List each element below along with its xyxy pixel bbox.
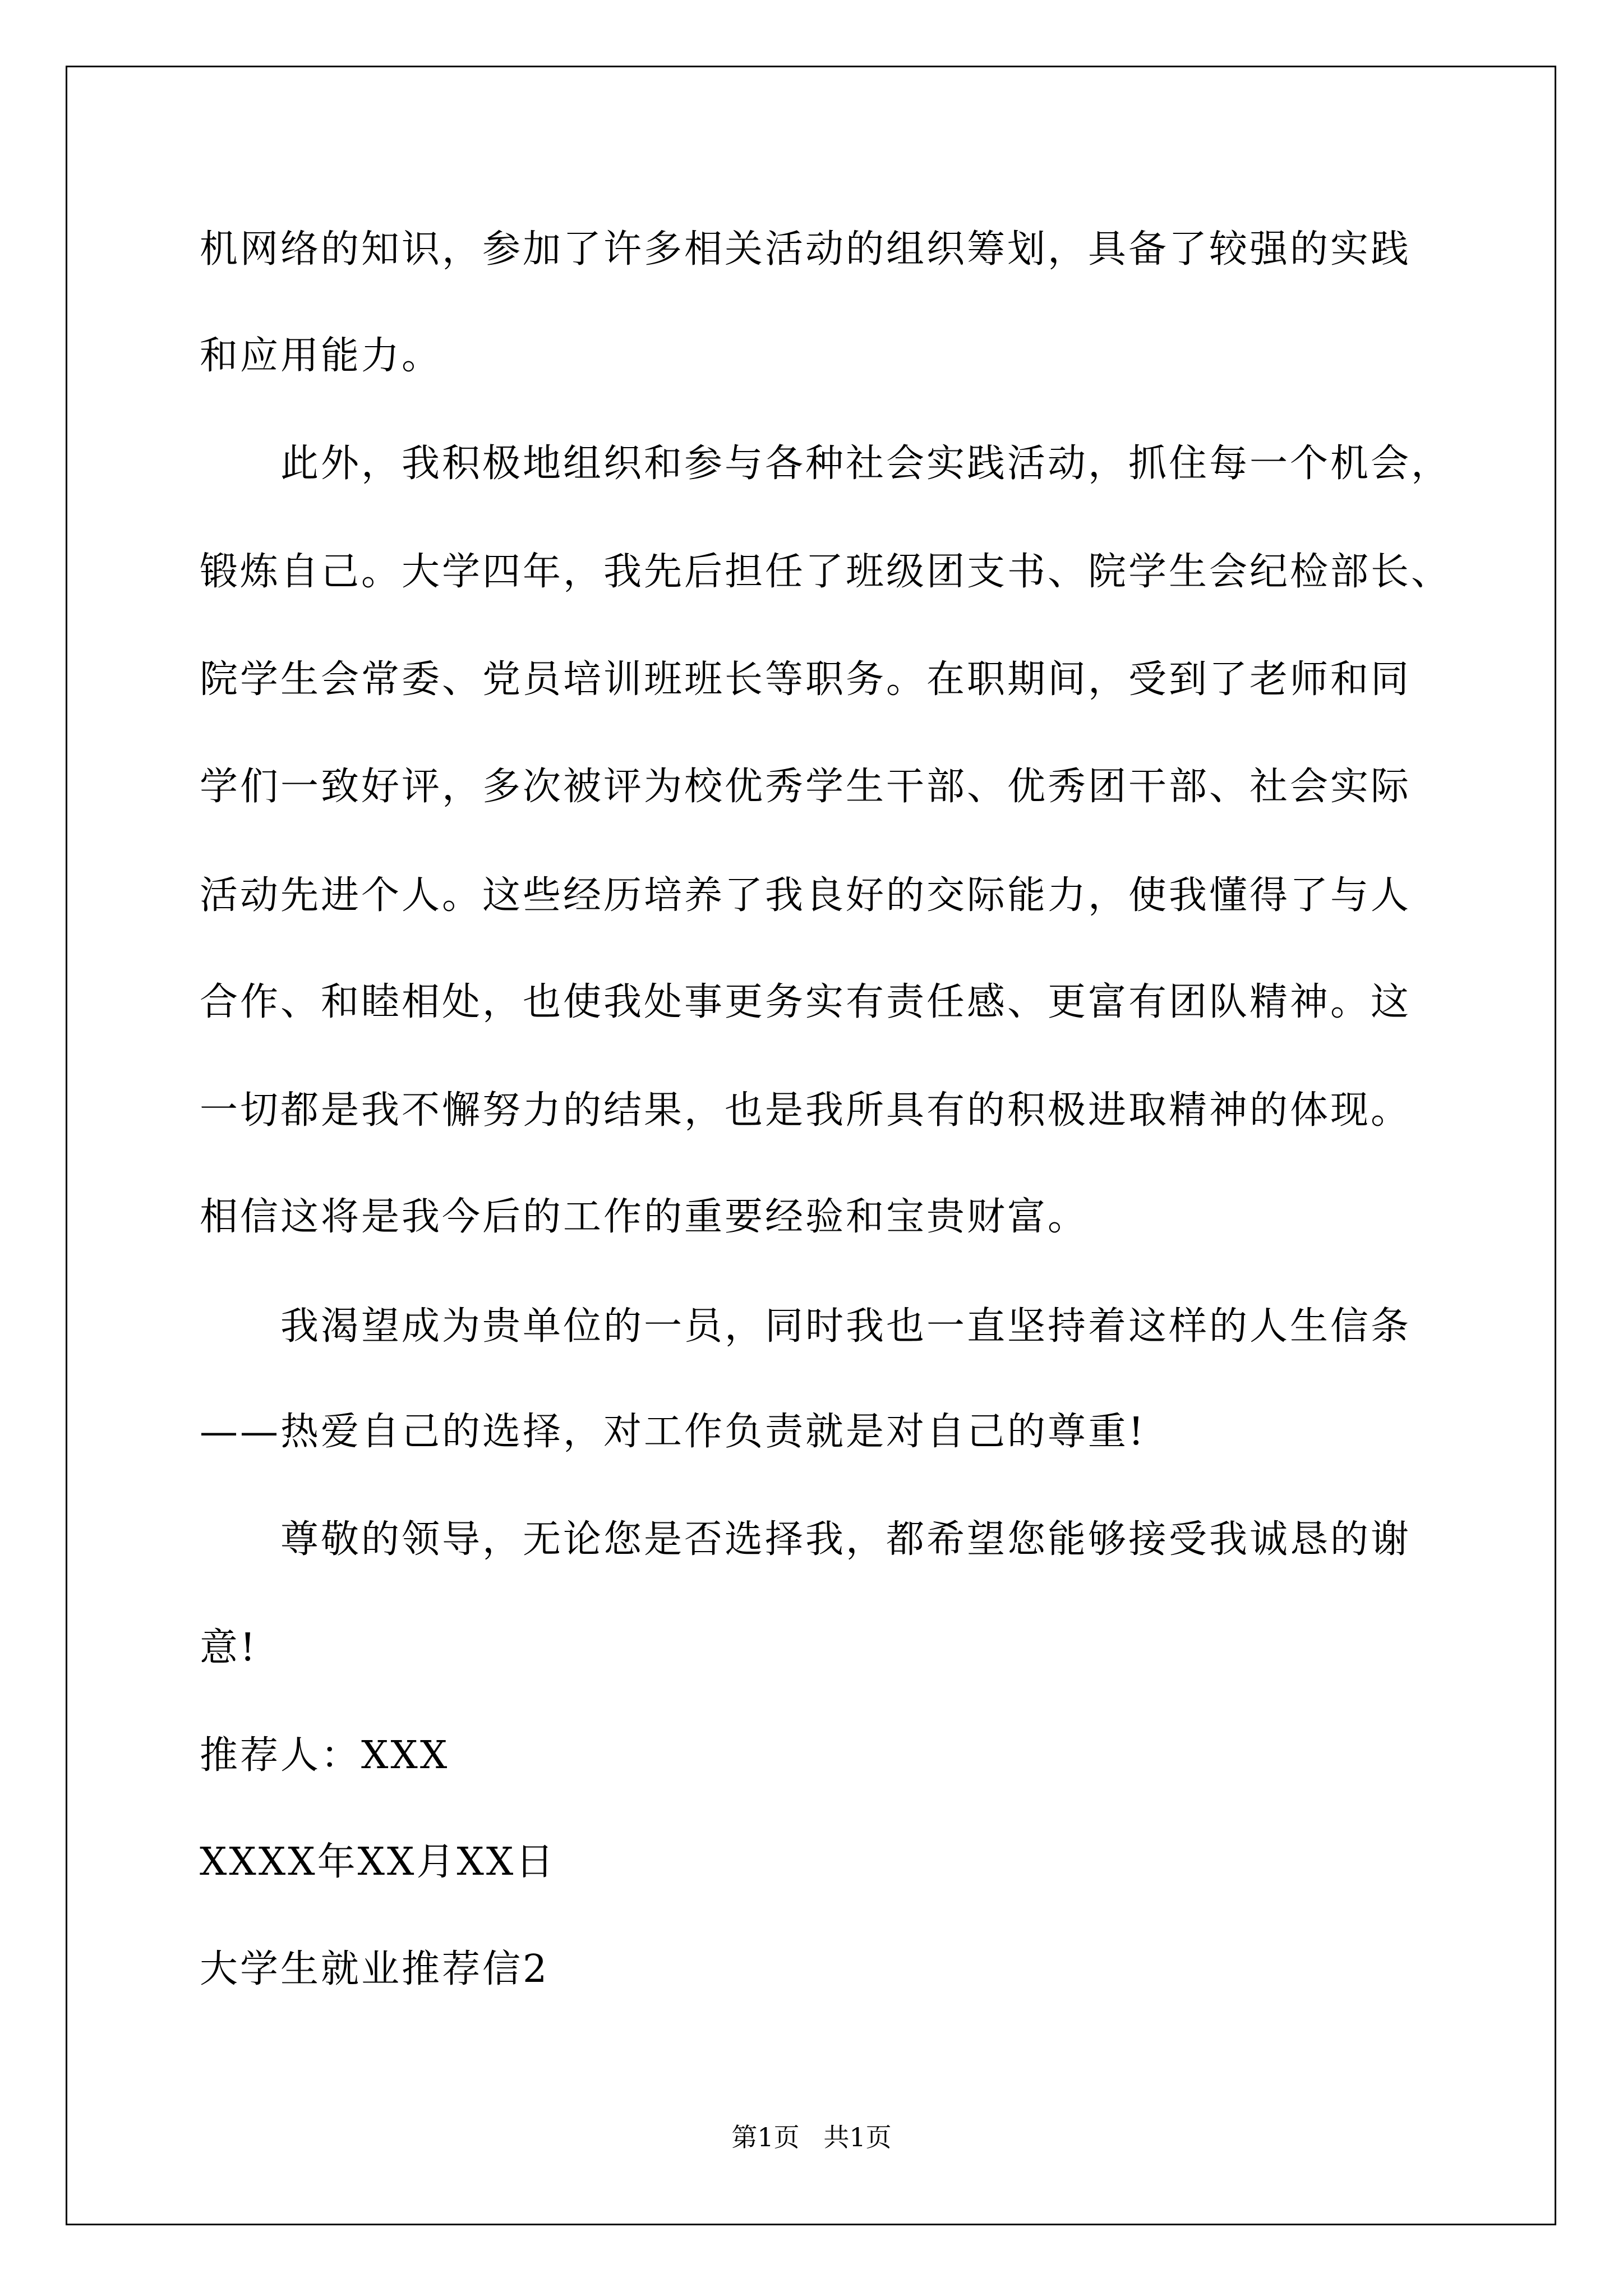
body-line-8: 合作、和睦相处，也使我处事更务实有责任感、更富有团队精神。这 <box>200 980 1412 1024</box>
next-letter-title: 大学生就业推荐信2 <box>200 1947 550 1991</box>
body-line-14: 意! <box>200 1626 258 1670</box>
paragraph-line-13: 尊敬的领导，无论您是否选择我，都希望您能够接受我诚恳的谢 <box>280 1517 1412 1562</box>
paragraph-line-3: 此外，我积极地组织和参与各种社会实践活动，抓住每一个机会， <box>280 441 1452 486</box>
paragraph-line-11: 我渴望成为贵单位的一员，同时我也一直坚持着这样的人生信条 <box>280 1304 1412 1349</box>
body-line-12: ——热爱自己的选择，对工作负责就是对自己的尊重! <box>200 1410 1146 1454</box>
recommender-line: 推荐人：XXX <box>200 1733 450 1778</box>
body-line-6: 学们一致好评，多次被评为校优秀学生干部、优秀团干部、社会实际 <box>200 765 1412 809</box>
body-line-9: 一切都是我不懈努力的结果，也是我所具有的积极进取精神的体现。 <box>200 1088 1412 1133</box>
body-line-5: 院学生会常委、党员培训班班长等职务。在职期间，受到了老师和同 <box>200 657 1412 702</box>
page-footer <box>0 2120 1623 2154</box>
body-line-7: 活动先进个人。这些经历培养了我良好的交际能力，使我懂得了与人 <box>200 873 1412 918</box>
date-line: XXXX年XX月XX日 <box>200 1840 556 1884</box>
page-number-total: 共1页 <box>823 2122 892 2152</box>
body-line-4: 锻炼自己。大学四年，我先后担任了班级团支书、院学生会纪检部长、 <box>200 550 1452 594</box>
body-line-1: 机网络的知识，参加了许多相关活动的组织筹划，具备了较强的实践 <box>200 227 1412 272</box>
page-border <box>66 66 1556 2225</box>
body-line-10: 相信这将是我今后的工作的重要经验和宝贵财富。 <box>200 1195 1089 1239</box>
page-number-current: 第1页 <box>731 2122 800 2152</box>
body-line-2: 和应用能力。 <box>200 334 442 378</box>
